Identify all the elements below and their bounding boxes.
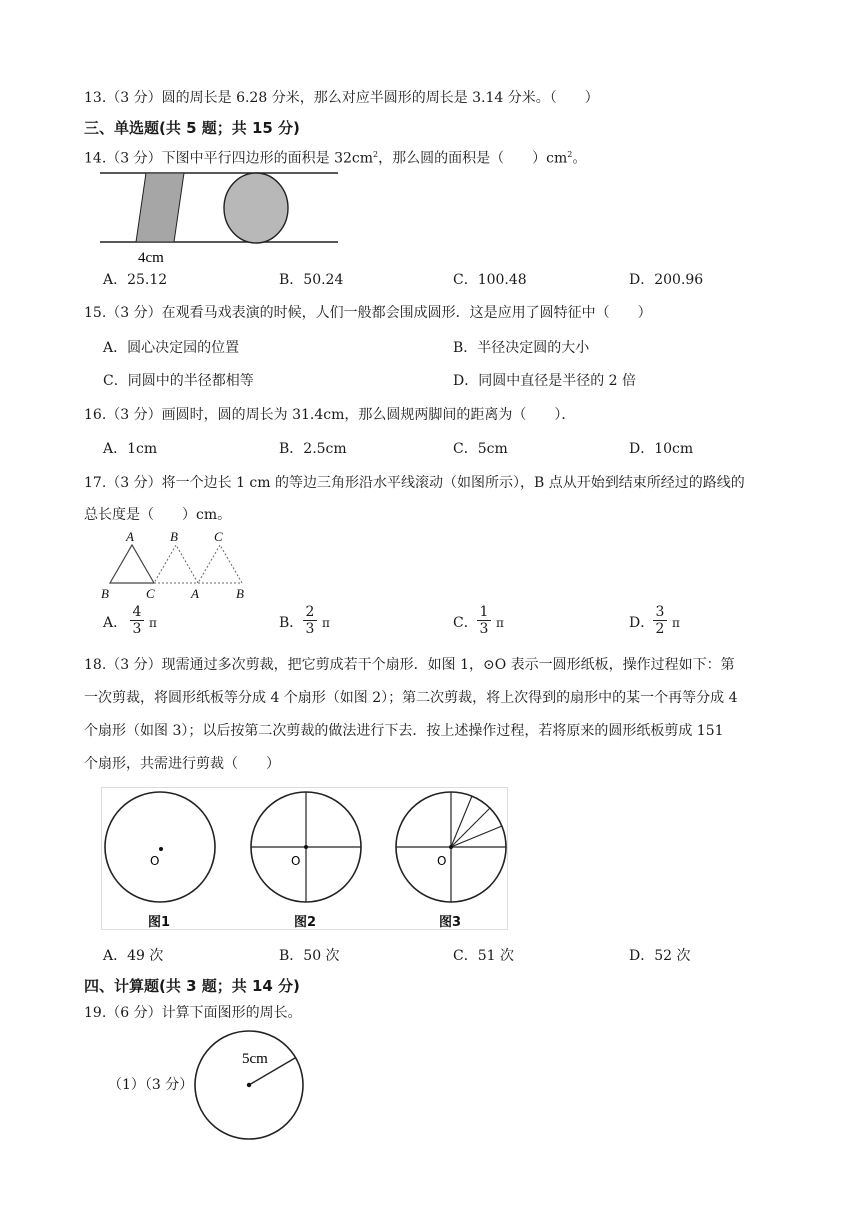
q17-option-c-fraction (477, 604, 491, 637)
question-17-line-1: 17.（3 分）将一个边长 1 cm 的等边三角形沿水平线滚动（如图所示），B 点从开始到结束所经过的路线的 (84, 475, 745, 491)
fraction-denominator: 3 (132, 621, 142, 637)
q14-option-c[interactable]: C．100.48 (453, 272, 527, 288)
q17-option-a-fraction (130, 604, 144, 637)
q17-option-d[interactable] (629, 604, 709, 642)
q17-label-top-b: B (170, 529, 178, 544)
question-18-line-1: 18.（3 分）现需通过多次剪裁，把它剪成若干个扇形．如图 1，⊙O 表示一圆形纸板，操作过程如下：第 (84, 657, 735, 673)
q18-fig2-center-dot (304, 845, 308, 849)
q16-option-b[interactable]: B．2.5cm (279, 441, 347, 457)
q16-option-d[interactable]: D．10cm (629, 441, 694, 457)
question-18-line-3: 个扇形（如图 3）；以后按第二次剪裁的做法进行下去．按上述操作过程，若将原来的圆形纸板剪成 151 (84, 723, 724, 739)
q18-caption-fig1: 图1 (148, 915, 171, 930)
q17-option-a-pi: π (149, 616, 157, 630)
q16-option-a[interactable]: A．1cm (103, 441, 158, 457)
question-16: 16.（3 分）画圆时，圆的周长为 31.4cm，那么圆规两脚间的距离为（ ）． (84, 407, 576, 423)
q18-caption-fig2: 图2 (294, 915, 317, 930)
q15-option-d[interactable]: D．同圆中直径是半径的 2 倍 (453, 373, 637, 389)
q15-option-c[interactable]: C．同圆中的半径都相等 (103, 373, 254, 389)
section-title-single-choice: 三、单选题(共 5 题；共 15 分) (84, 119, 300, 137)
q15-option-b[interactable]: B．半径决定圆的大小 (453, 340, 590, 356)
q14-figure (98, 168, 343, 266)
fraction-denominator: 2 (655, 621, 665, 637)
q14-superscript-1: 2 (373, 150, 379, 159)
q14-parallelogram (136, 173, 184, 242)
fraction-numerator: 3 (653, 604, 667, 621)
q18-option-c[interactable]: C．51 次 (453, 948, 514, 964)
q18-fig3-center-dot (449, 845, 453, 849)
q17-option-a[interactable] (103, 604, 183, 642)
fraction-denominator: 3 (479, 621, 489, 637)
q16-option-c[interactable]: C．5cm (453, 441, 508, 457)
question-13: 13.（3 分）圆的周长是 6.28 分米，那么对应半圆形的周长是 3.14 分米。（ ） (84, 90, 599, 106)
question-18-line-4: 个扇形，共需进行剪裁（ ） (84, 756, 280, 772)
question-15: 15.（3 分）在观看马戏表演的时候，人们一般都会围成圆形．这是应用了圆特征中（ ） (84, 305, 652, 321)
q17-option-c[interactable] (453, 604, 533, 642)
q14-option-a[interactable]: A．25.12 (103, 272, 168, 288)
q18-fig1-o-label: O (150, 854, 160, 868)
q18-option-b[interactable]: B．50 次 (279, 948, 340, 964)
q17-label-bottom-b1: B (101, 586, 109, 601)
q17-option-a-prefix: A． (103, 615, 128, 631)
section-title-calculation: 四、计算题(共 3 题；共 14 分) (84, 977, 300, 995)
q18-fig3-o-label: O (437, 854, 447, 868)
q18-fig1-center-dot (159, 847, 163, 851)
q15-option-a[interactable]: A．圆心决定园的位置 (103, 340, 240, 356)
question-17-line-2: 总长度是（ ）cm。 (84, 507, 232, 523)
fraction-numerator: 2 (303, 604, 317, 621)
q17-option-b-prefix: B． (279, 615, 304, 631)
q14-text-b: ，那么圆的面积是（ ）cm (378, 150, 568, 167)
q17-triangle-dotted-2 (198, 545, 242, 583)
q17-option-d-fraction (653, 604, 667, 637)
q17-triangle-solid (110, 545, 154, 583)
q18-circle-figures (101, 787, 509, 932)
q17-label-bottom-c: C (146, 586, 155, 601)
question-18-line-2: 一次剪裁，将圆形纸板等分成 4 个扇形（如图 2）；第二次剪裁，将上次得到的扇形中的某一个再等分成 4 (84, 690, 738, 706)
q18-option-a[interactable]: A．49 次 (103, 948, 164, 964)
q19-circle-figure (192, 1028, 308, 1144)
q18-caption-fig3: 图3 (439, 915, 462, 930)
q17-label-top-c: C (214, 529, 223, 544)
q17-label-bottom-b2: B (236, 586, 244, 601)
q17-triangle-dotted-1 (154, 545, 198, 583)
q17-option-d-prefix: D． (629, 615, 655, 631)
q19-radius-label: 5cm (242, 1051, 268, 1067)
q19-center-dot (247, 1083, 251, 1087)
fraction-denominator: 3 (305, 621, 315, 637)
q17-option-b[interactable] (279, 604, 359, 642)
q17-label-bottom-a: A (191, 586, 199, 601)
q17-option-c-prefix: C． (453, 615, 478, 631)
q14-option-b[interactable]: B．50.24 (279, 272, 344, 288)
question-14 (84, 145, 586, 169)
q17-option-d-pi: π (672, 616, 680, 630)
q17-option-b-pi: π (322, 616, 330, 630)
q18-fig2-o-label: O (291, 854, 301, 868)
q14-figure-label: 4cm (138, 250, 164, 266)
q17-label-top-a: A (126, 529, 134, 544)
question-19: 19.（6 分）计算下面图形的周长。 (84, 1005, 302, 1021)
q14-circle (224, 173, 288, 243)
q17-option-b-fraction (303, 604, 317, 637)
q14-option-d[interactable]: D．200.96 (629, 272, 704, 288)
fraction-numerator: 1 (477, 604, 491, 621)
q14-text-c: 。 (572, 150, 587, 167)
q17-option-c-pi: π (496, 616, 504, 630)
q14-superscript-2: 2 (567, 150, 573, 159)
q17-triangle-figure (98, 528, 258, 604)
question-19-part-1: （1）（3 分） (108, 1077, 194, 1093)
q18-option-d[interactable]: D．52 次 (629, 948, 691, 964)
q14-text-a: 14.（3 分）下图中平行四边形的面积是 32cm (84, 150, 374, 167)
fraction-numerator: 4 (130, 604, 144, 621)
